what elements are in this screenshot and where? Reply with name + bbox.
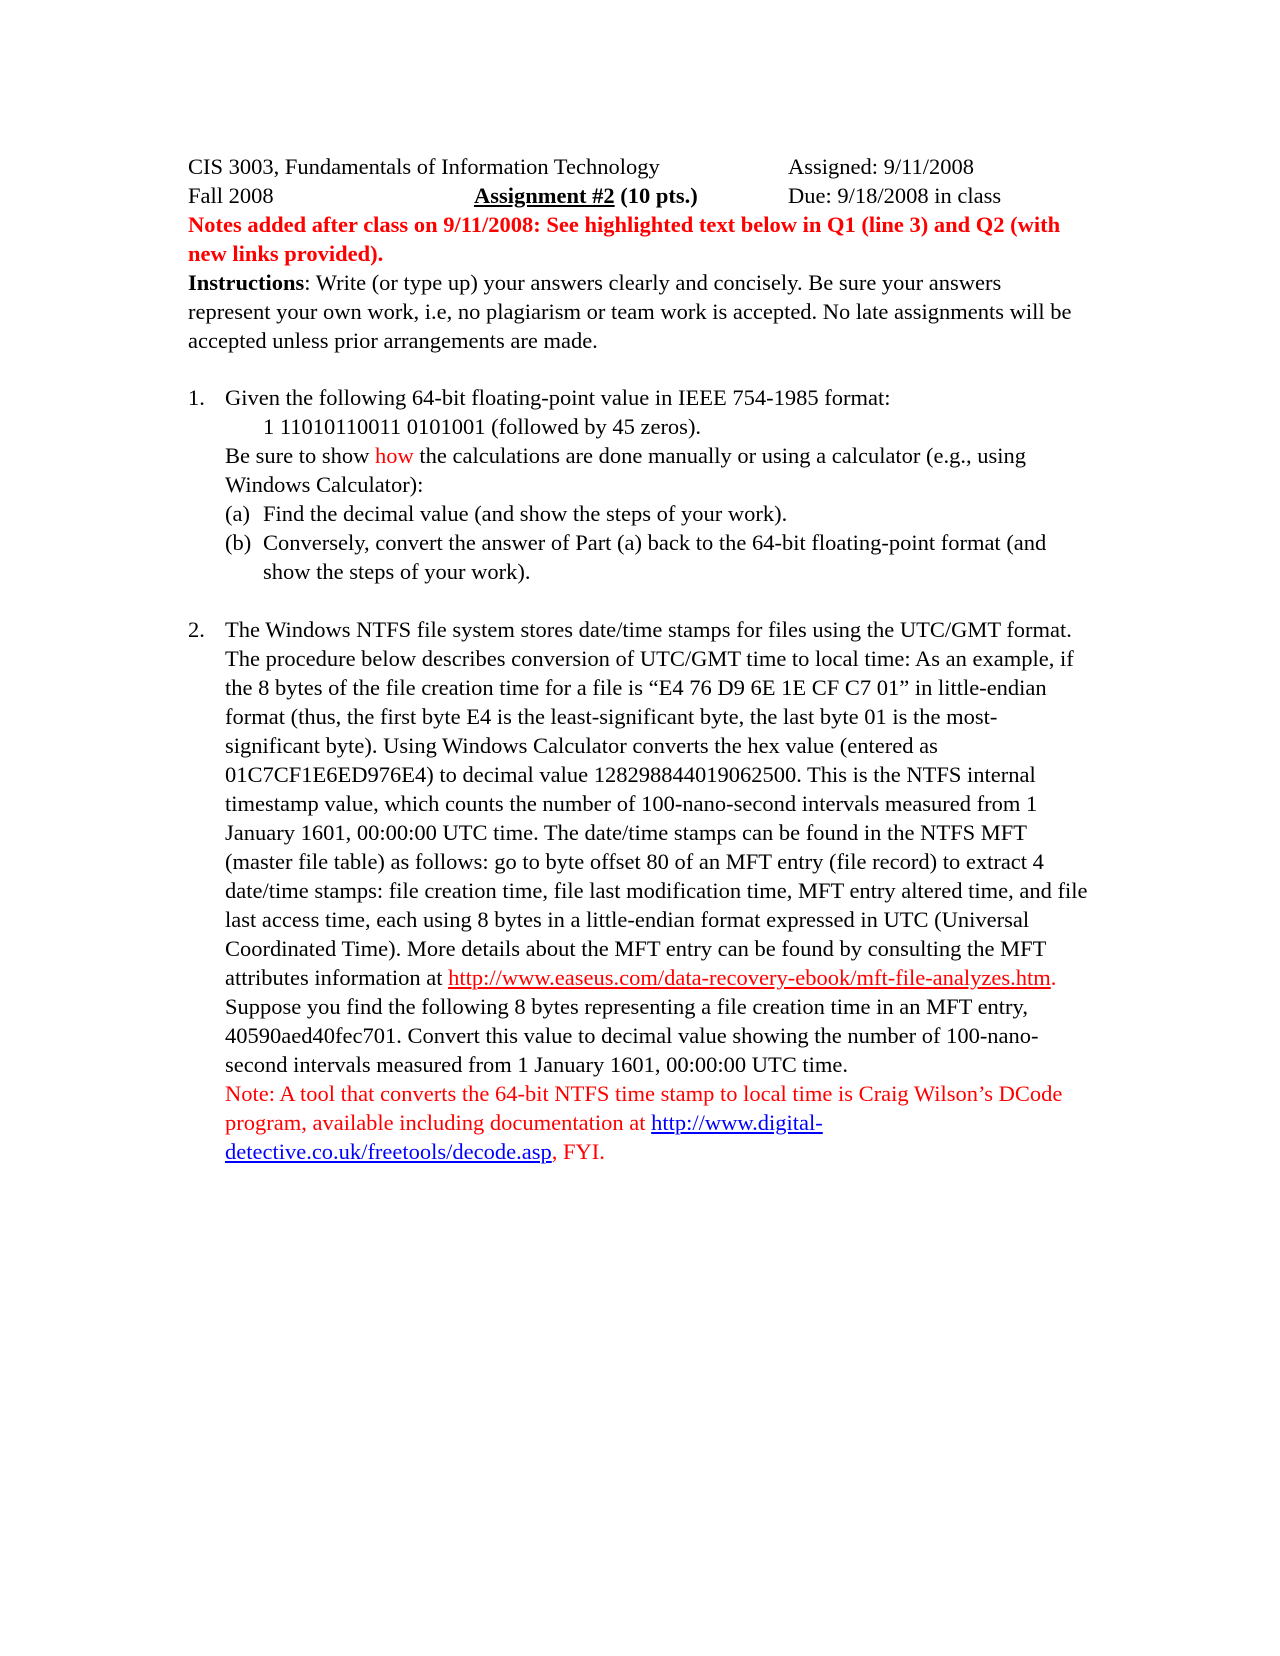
- question-2-text: The Windows NTFS file system stores date/time stamps for files using the UTC/GMT format. The procedure below describes conversion of UTC/GMT time to local time: As an example, if the 8 bytes of the file creation time for a file is “E4 76 D9 6E 1E CF C7 01” in little-endian format (thus, the first byte E4 is the least-significant byte, the last byte 01 is the most-significant byte). Using Windows Calculator converts the hex value (entered as 01C7CF1E6ED976E4) to decimal value 128298844019062500. This is the NTFS internal timestamp value, which counts the number of 100-nano-second intervals measured from 1 January 1601, 00:00:00 UTC time. The date/time stamps can be found in the NTFS MFT (master file table) as follows: go to byte offset 80 of an MFT entry (file record) to extract 4 date/time stamps: file creation time, file last modification time, MFT entry altered time, and file last access time, each using 8 bytes in a little-endian format expressed in UTC (Universal Coordinated Time). More details about the MFT entry can be found by consulting the MFT attributes information at http://www.easeus.com/data-recovery-ebook/mft-file-analyzes.htm. Suppose you find the following 8 bytes representing a file creation time in an MFT entry, 40590aed40fec701. Convert this value to decimal value showing the number of 100-nano-second intervals measured from 1 January 1601, 00:00:00 UTC time.: [225, 617, 1088, 1077]
- question-2: [188, 615, 1088, 1166]
- dcode-link[interactable]: http://www.digital-detective.co.uk/freetools/decode.asp: [225, 1110, 823, 1164]
- question-1-number: 1.: [188, 385, 205, 410]
- easeus-mft-link[interactable]: http://www.easeus.com/data-recovery-ebook/mft-file-analyzes.htm: [448, 965, 1051, 990]
- assigned-date: Assigned: 9/11/2008: [788, 154, 975, 179]
- question-2-number: 2.: [188, 617, 205, 642]
- assignment-points: (10 pts.): [614, 183, 698, 208]
- instructions-label: Instructions: [188, 270, 305, 295]
- assignment-page: [188, 152, 1088, 1166]
- part-b-label: (b): [225, 530, 252, 555]
- part-b-text: Conversely, convert the answer of Part (a) back to the 64-bit floating-point format (and show the steps of your work).: [263, 530, 1047, 584]
- part-a-text: Find the decimal value (and show the steps of your work).: [263, 501, 788, 526]
- question-1: [188, 383, 1088, 586]
- term: Fall 2008: [188, 183, 274, 208]
- instructions-text: : Write (or type up) your answers clearly and concisely. Be sure your answers represent your own work, i.e, no plagiarism or team work is accepted. No late assignments will be accepted unless prior arrangements are made.: [188, 270, 1072, 353]
- after-class-notes: Notes added after class on 9/11/2008: See highlighted text below in Q1 (line 3) and Q2 (with new links provided).: [188, 212, 1061, 266]
- assignment-title: Assignment #2: [474, 183, 615, 208]
- header-row-2: [188, 181, 1088, 210]
- question-1-value: 1 11010110011 0101001 (followed by 45 zeros).: [263, 414, 702, 439]
- highlight-how: how: [375, 443, 414, 468]
- due-date: Due: 9/18/2008 in class: [788, 183, 1002, 208]
- dcode-note: Note: A tool that converts the 64-bit NTFS time stamp to local time is Craig Wilson’s DCode program, available including documentation at http://www.digital-detective.co.uk/freetools/decode.asp, FYI.: [225, 1081, 1063, 1164]
- instructions: [188, 268, 1088, 355]
- question-1-intro: Given the following 64-bit floating-point value in IEEE 754-1985 format:: [225, 385, 891, 410]
- course-title: CIS 3003, Fundamentals of Information Technology: [188, 154, 660, 179]
- question-1-part-a: [225, 499, 1088, 528]
- question-1-part-b: [225, 528, 1088, 586]
- question-list: [188, 383, 1088, 1166]
- question-1-show: Be sure to show how the calculations are done manually or using a calculator (e.g., using Windows Calculator):: [225, 443, 1027, 497]
- part-a-label: (a): [225, 501, 250, 526]
- header-row-1: [188, 152, 1088, 181]
- assignment-heading: [474, 181, 698, 210]
